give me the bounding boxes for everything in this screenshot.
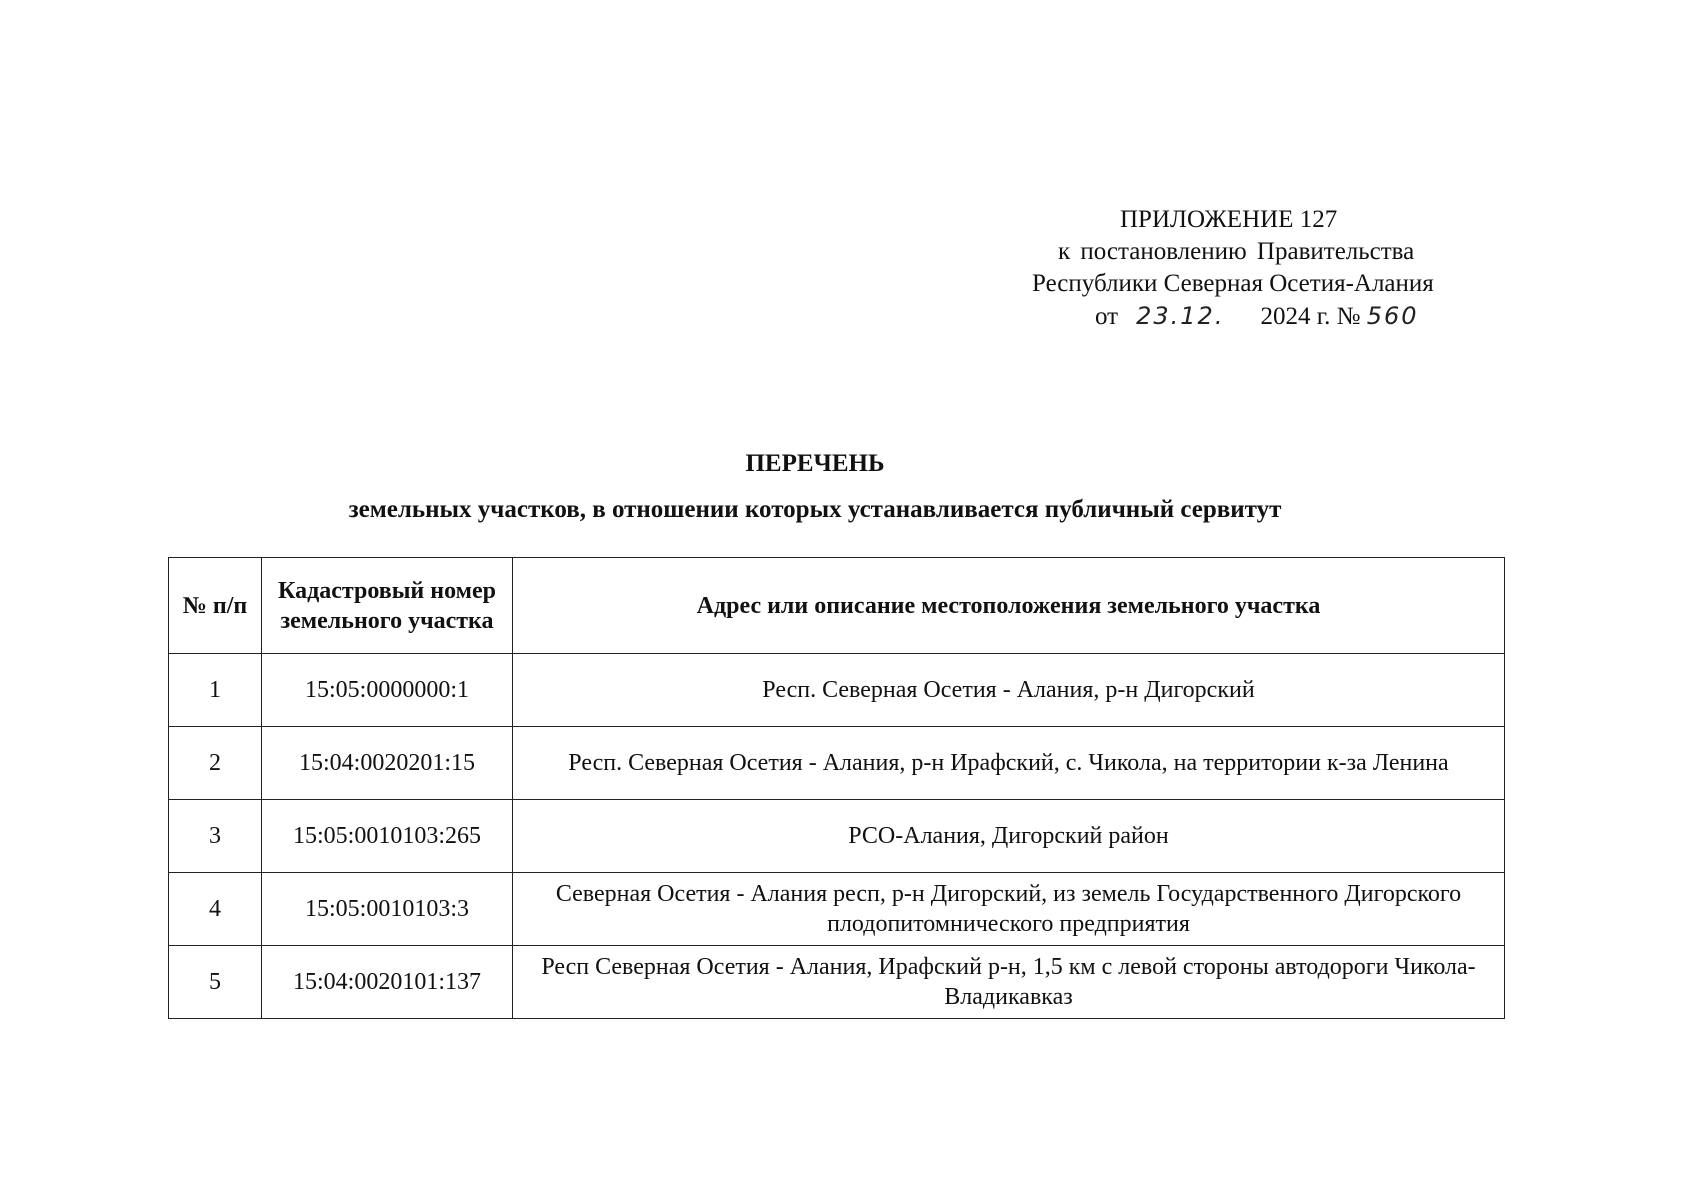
appendix-republic-line: Республики Северная Осетия-Алания bbox=[1032, 270, 1434, 297]
cell-address: Респ. Северная Осетия - Алания, р-н Ирафский, с. Чикола, на территории к-за Ленина bbox=[513, 727, 1505, 800]
cell-num: 2 bbox=[169, 727, 262, 800]
header-num: № п/п bbox=[169, 558, 262, 654]
cell-address: Респ. Северная Осетия - Алания, р-н Дигорский bbox=[513, 654, 1505, 727]
table-row bbox=[169, 946, 1505, 1019]
header-address: Адрес или описание местоположения земельного участка bbox=[513, 558, 1505, 654]
table-row bbox=[169, 654, 1505, 727]
cell-address: РСО-Алания, Дигорский район bbox=[513, 800, 1505, 873]
appendix-date-line bbox=[1020, 300, 1470, 333]
appendix-title: ПРИЛОЖЕНИЕ 127 bbox=[1120, 206, 1338, 233]
cell-num: 1 bbox=[169, 654, 262, 727]
table-row bbox=[169, 727, 1505, 800]
table-header-row bbox=[169, 558, 1505, 654]
cell-num: 5 bbox=[169, 946, 262, 1019]
document-heading: ПЕРЕЧЕНЬ bbox=[745, 450, 885, 477]
date-prefix: от bbox=[1095, 303, 1119, 330]
cell-cadastral: 15:05:0010103:3 bbox=[262, 873, 513, 946]
cell-cadastral: 15:04:0020101:137 bbox=[262, 946, 513, 1019]
table-row bbox=[169, 873, 1505, 946]
appendix-block bbox=[1020, 204, 1470, 333]
year-number-label: 2024 г. № bbox=[1260, 303, 1361, 330]
cell-cadastral: 15:04:0020201:15 bbox=[262, 727, 513, 800]
handwritten-number: 560 bbox=[1366, 302, 1419, 330]
handwritten-date: 23.12. bbox=[1136, 302, 1225, 330]
cell-num: 4 bbox=[169, 873, 262, 946]
cell-cadastral: 15:05:0000000:1 bbox=[262, 654, 513, 727]
header-cadastral: Кадастровый номер земельного участка bbox=[262, 558, 513, 654]
document-subheading: земельных участков, в отношении которых устанавливается публичный сервитут bbox=[348, 496, 1282, 523]
cell-num: 3 bbox=[169, 800, 262, 873]
cell-cadastral: 15:05:0010103:265 bbox=[262, 800, 513, 873]
land-plots-table bbox=[168, 557, 1505, 1019]
table-row bbox=[169, 800, 1505, 873]
cell-address: Респ Северная Осетия - Алания, Ирафский р-н, 1,5 км с левой стороны автодороги Чикола-Владикавказ bbox=[513, 946, 1505, 1019]
appendix-decree-line: к постановлению Правительства bbox=[1058, 238, 1415, 265]
cell-address: Северная Осетия - Алания респ, р-н Дигорский, из земель Государственного Дигорского плодопитомнического предприятия bbox=[513, 873, 1505, 946]
